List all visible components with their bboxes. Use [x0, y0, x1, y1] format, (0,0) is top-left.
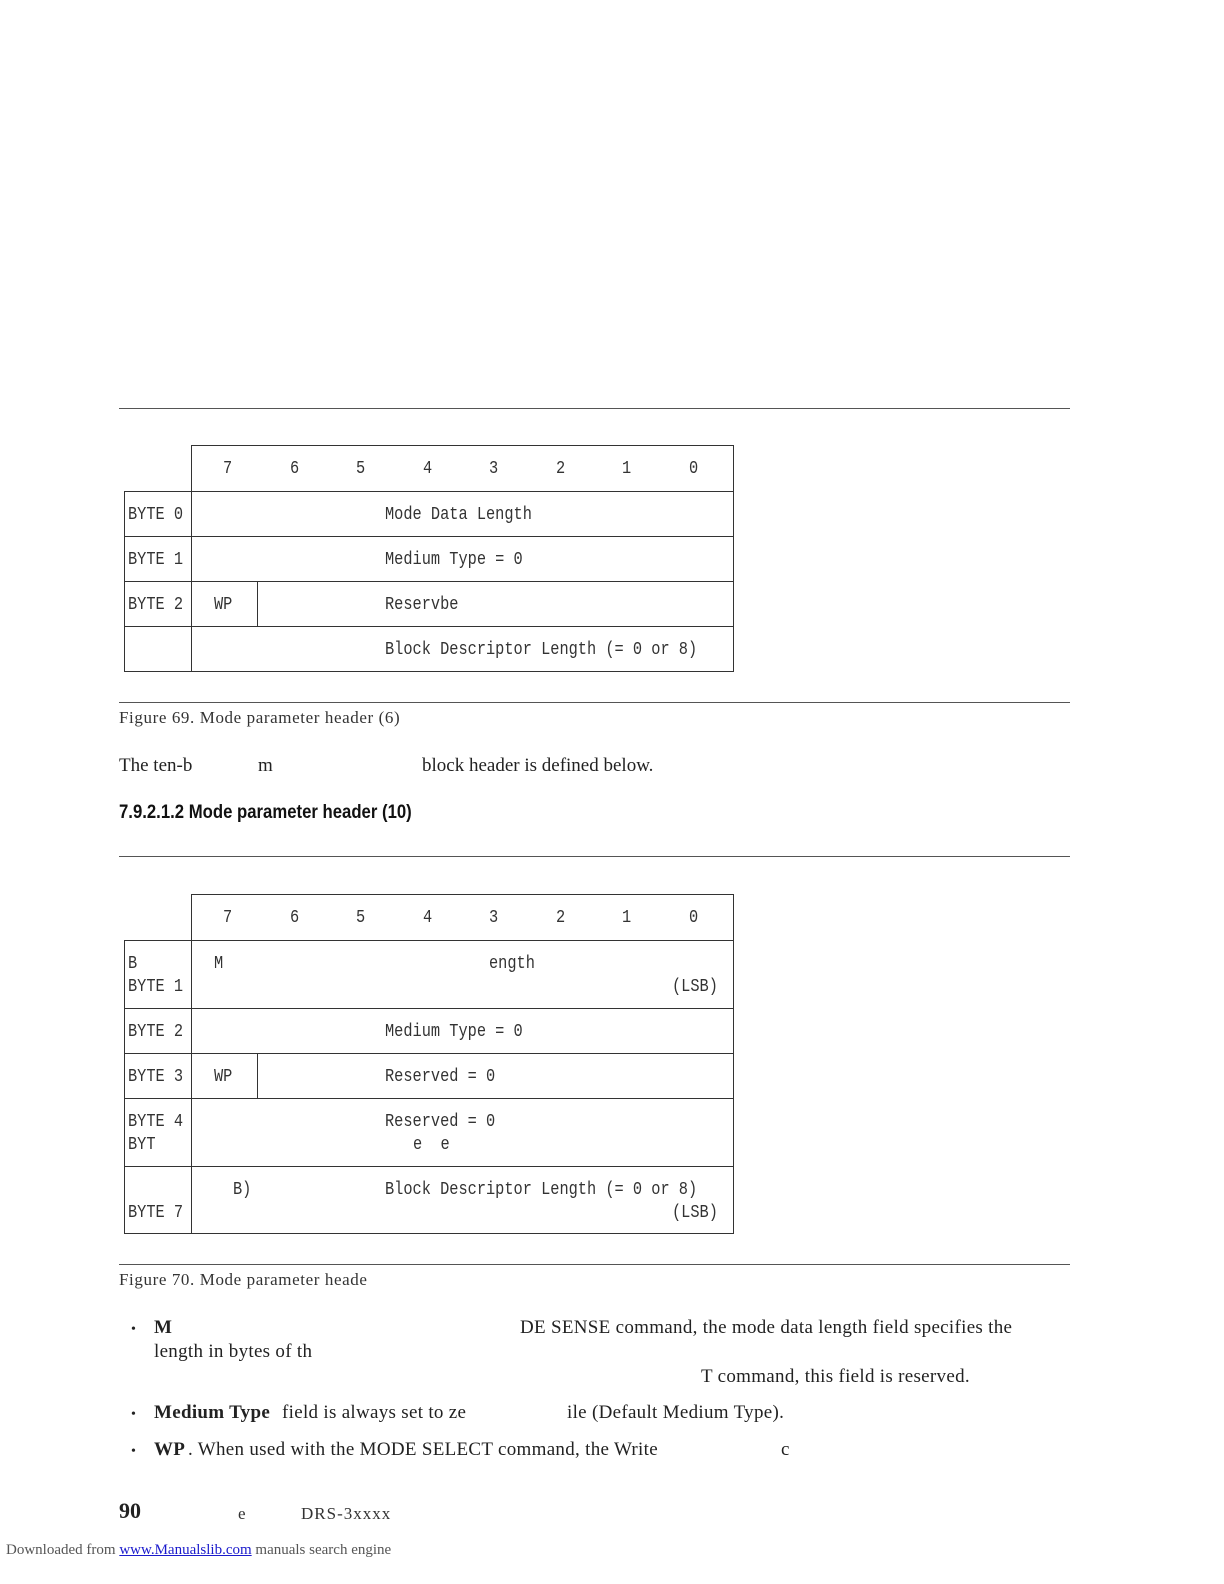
- wp-label: WP: [214, 1067, 233, 1087]
- bit-label: 4: [423, 908, 433, 928]
- bit-label: 1: [622, 459, 632, 479]
- field-label: B): [233, 1180, 252, 1200]
- download-suffix: manuals search engine: [255, 1542, 392, 1558]
- figure69-caption: Figure 69. Mode parameter header (6): [119, 708, 401, 727]
- field-label: Block Descriptor Length (= 0 or 8): [385, 640, 698, 660]
- bullet1-bold: M: [154, 1317, 173, 1338]
- field-label: ength: [489, 954, 535, 974]
- byte-label: B: [128, 954, 138, 974]
- bit-label: 5: [356, 459, 366, 479]
- figure69-top-rule: [119, 408, 1070, 409]
- field-label: Reserved = 0: [385, 1067, 496, 1087]
- lsb-label: (LSB): [672, 977, 718, 997]
- bit-label: 6: [290, 459, 300, 479]
- bit-label: 1: [622, 908, 632, 928]
- byte-label: BYTE 0: [128, 505, 184, 525]
- field-label: e e: [413, 1135, 450, 1155]
- bit-label: 7: [223, 908, 233, 928]
- intro-text-b: m: [258, 755, 273, 776]
- field-label: Medium Type = 0: [385, 1022, 523, 1042]
- row-divider: [124, 1166, 734, 1167]
- bullet3-tail: c: [781, 1439, 790, 1460]
- row-divider: [124, 1053, 734, 1054]
- bullet1-text: DE SENSE command, the mode data length field specifies the: [520, 1317, 1013, 1338]
- bit-label: 2: [556, 459, 566, 479]
- section-heading: 7.9.2.1.2 Mode parameter header (10): [119, 802, 412, 823]
- row-divider: [124, 626, 734, 627]
- bullet3-text: . When used with the MODE SELECT command, the Write: [188, 1439, 658, 1460]
- figure70-top-rule: [119, 856, 1070, 857]
- bit-header-row: [191, 445, 734, 492]
- bit-label: 6: [290, 908, 300, 928]
- bit-header-row: [191, 894, 734, 941]
- byte-label: BYTE 4: [128, 1112, 184, 1132]
- bit-label: 7: [223, 459, 233, 479]
- row-divider: [124, 1098, 734, 1099]
- field-label: Medium Type = 0: [385, 550, 523, 570]
- wp-divider: [257, 1053, 258, 1098]
- byte-label: BYTE 7: [128, 1203, 184, 1223]
- lsb-label: (LSB): [672, 1203, 718, 1223]
- intro-text-a: The ten-b: [119, 755, 193, 776]
- bit-label: 0: [689, 908, 699, 928]
- bit-label: 0: [689, 459, 699, 479]
- byte-label: BYTE 2: [128, 1022, 184, 1042]
- bullet1-line3: T command, this field is reserved.: [701, 1366, 970, 1387]
- download-notice: [6, 1542, 391, 1559]
- bullet2-text-a: field is always set to ze: [282, 1402, 467, 1423]
- bullet-marker: •: [131, 1407, 136, 1422]
- byte-label: BYTE 1: [128, 977, 184, 997]
- byte-label: BYTE 3: [128, 1067, 184, 1087]
- page-number: 90: [119, 1498, 141, 1523]
- field-label: Reserved = 0: [385, 1112, 496, 1132]
- byte-label: BYTE 2: [128, 595, 184, 615]
- bullet3-bold: WP: [154, 1439, 186, 1460]
- intro-text-c: block header is defined below.: [422, 755, 654, 776]
- bit-label: 4: [423, 459, 433, 479]
- field-label: M: [214, 954, 224, 974]
- manualslib-link[interactable]: www.Manualslib.com: [119, 1542, 252, 1558]
- byte-label: BYT: [128, 1135, 156, 1155]
- bullet-marker: •: [131, 1322, 136, 1337]
- bullet2-bold: Medium Type: [154, 1402, 271, 1423]
- footer-fragment: e: [238, 1504, 247, 1523]
- field-label: Block Descriptor Length (= 0 or 8): [385, 1180, 698, 1200]
- footer-doc-id: DRS-3xxxx: [301, 1504, 392, 1523]
- bit-label: 5: [356, 908, 366, 928]
- wp-divider: [257, 581, 258, 626]
- bit-label: 3: [489, 459, 499, 479]
- figure70-caption: Figure 70. Mode parameter heade: [119, 1270, 368, 1289]
- bullet1-line2: length in bytes of th: [154, 1341, 313, 1362]
- row-divider: [124, 1008, 734, 1009]
- bit-label: 3: [489, 908, 499, 928]
- row-divider: [124, 536, 734, 537]
- row-divider: [124, 581, 734, 582]
- bullet2-text-b: ile (Default Medium Type).: [567, 1402, 785, 1423]
- wp-label: WP: [214, 595, 233, 615]
- figure70-bottom-rule: [119, 1264, 1070, 1265]
- bullet-marker: •: [131, 1444, 136, 1459]
- field-label: Mode Data Length: [385, 505, 532, 525]
- bit-label: 2: [556, 908, 566, 928]
- download-prefix: Downloaded from: [6, 1542, 116, 1558]
- field-label: Reservbe: [385, 595, 459, 615]
- figure69-bottom-rule: [119, 702, 1070, 703]
- byte-label: BYTE 1: [128, 550, 184, 570]
